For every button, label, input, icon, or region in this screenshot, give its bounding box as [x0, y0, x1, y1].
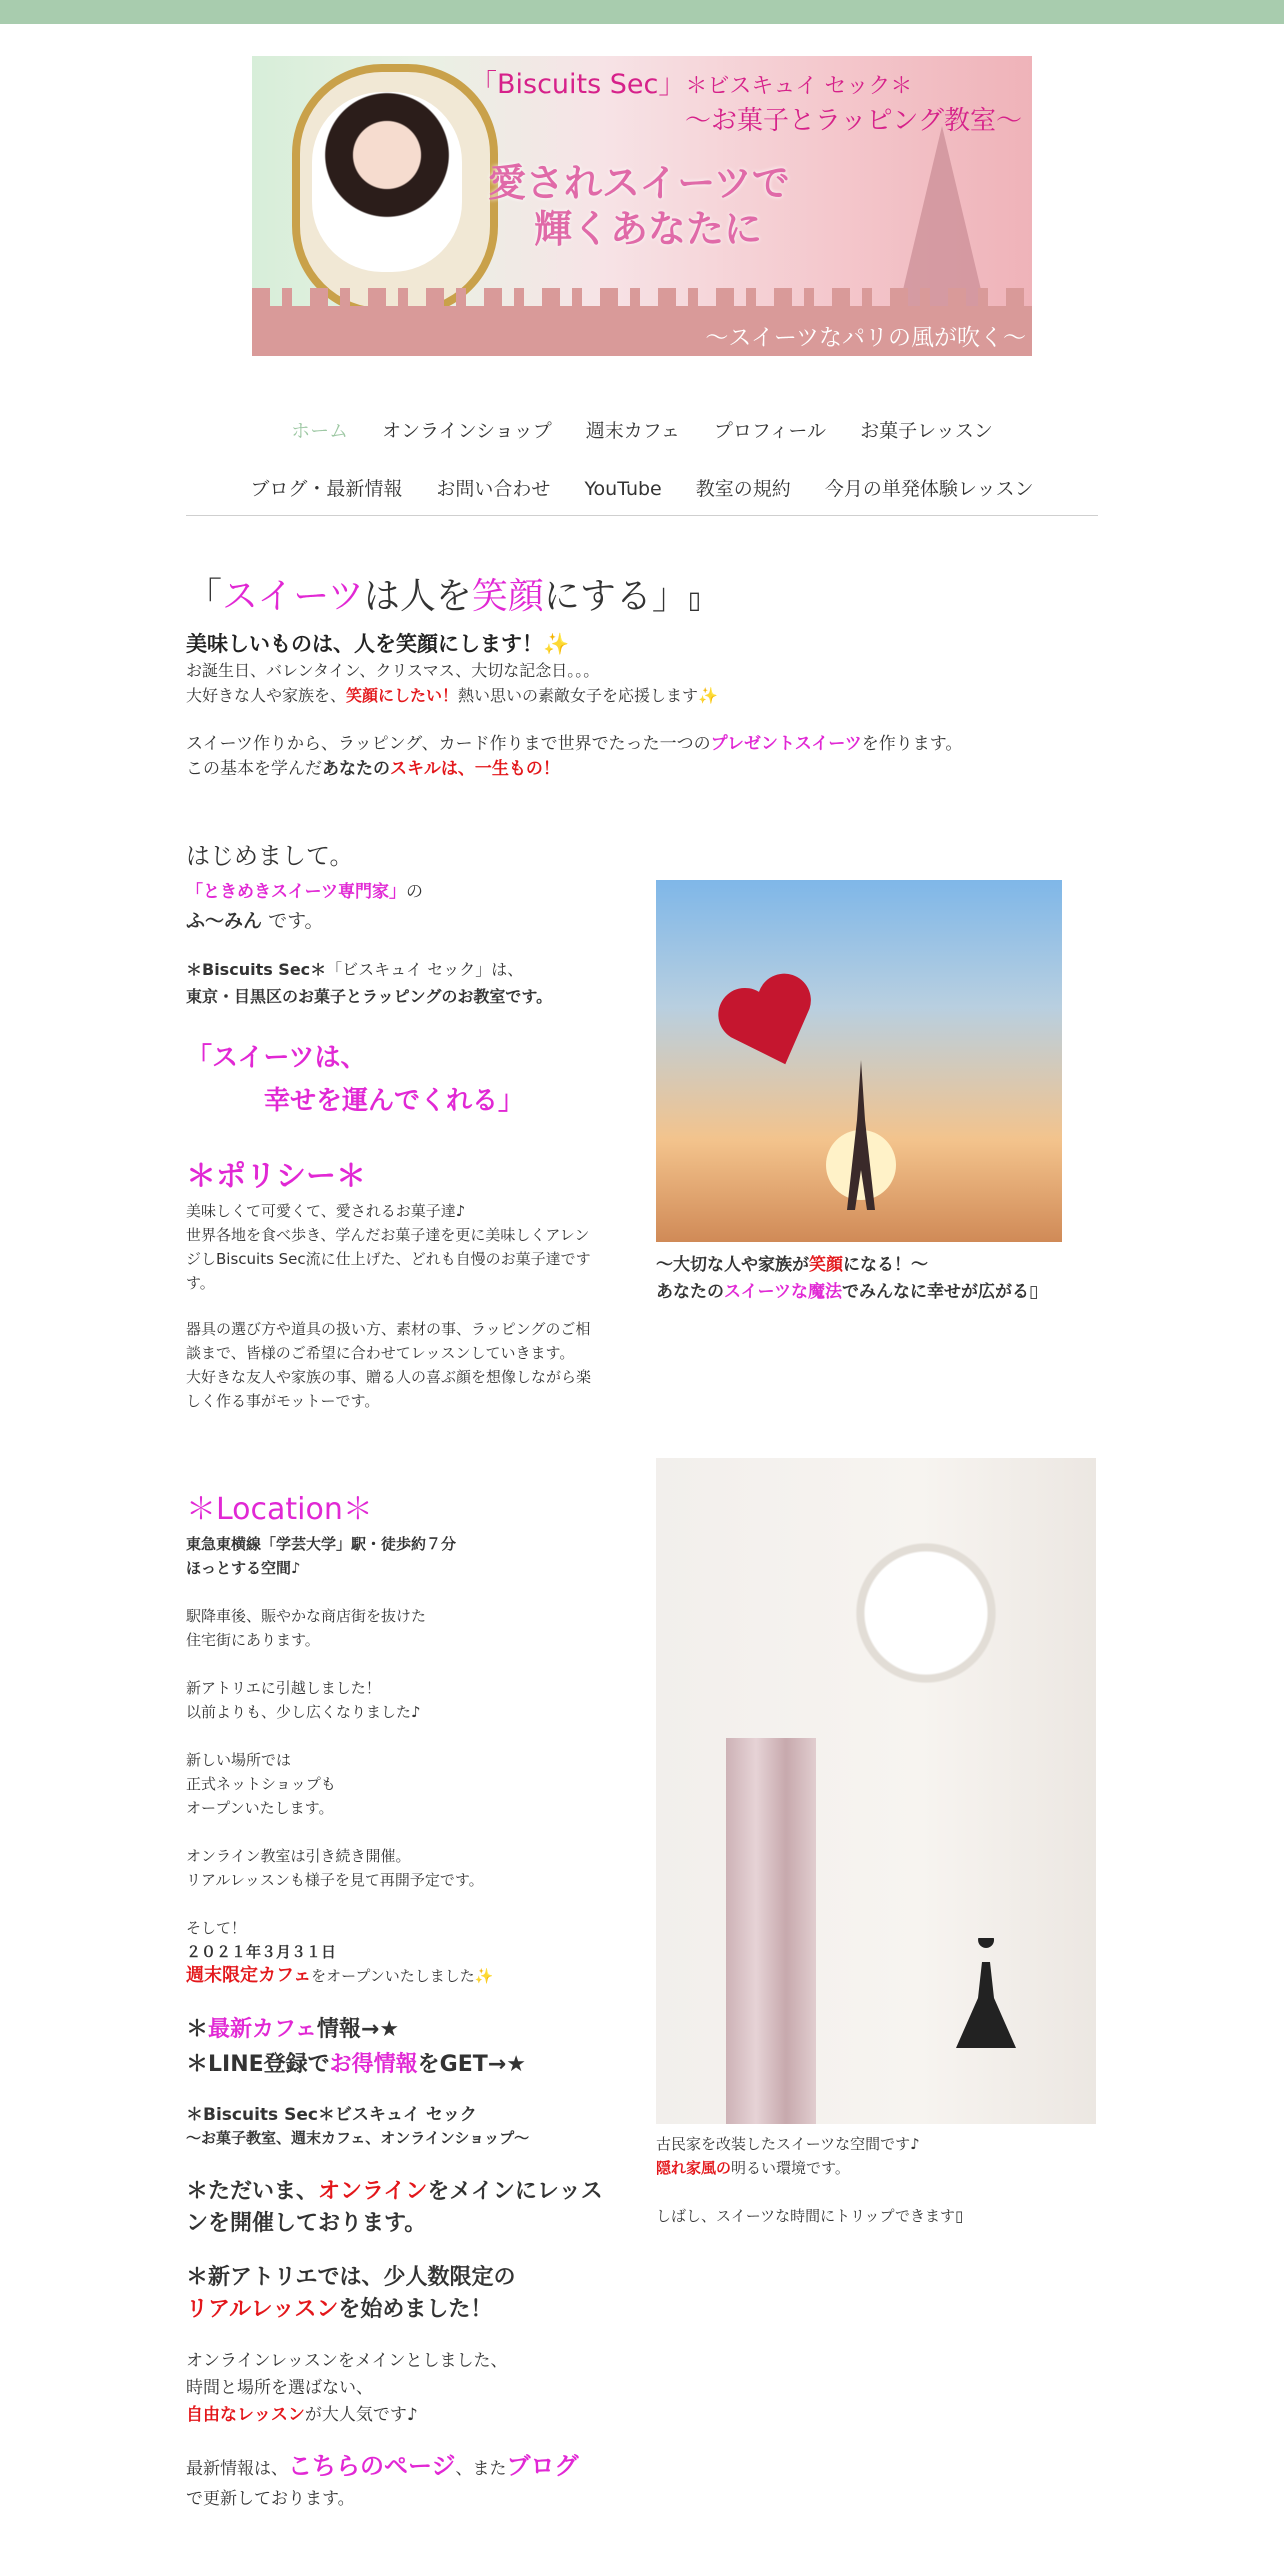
online-lesson-text: オンラインレッスンをメインとしました、 時間と場所を選ばない、 自由なレッスンが大人気です♪ [186, 2351, 508, 2425]
cafe-info-link[interactable]: ＊最新カフェ情報→★ [186, 2017, 400, 2042]
nav-lessons[interactable]: お菓子レッスン [860, 420, 993, 442]
nav-home[interactable]: ホーム [291, 420, 349, 442]
banner-title: 「Biscuits Sec」＊ビスキュイ セック＊ [470, 69, 913, 100]
photo-caption [656, 1252, 1096, 1306]
policy-text: 美味しくて可愛くて、愛されるお菓子達♪ 世界各地を食べ歩き、学んだお菓子達を更に美味しくアレン ジしBiscuits Sec流に仕上げた、どれも自慢のお菓子達です す。 器具の選び方や道具の扱い方、素材の事、ラッピングのご相 談まで、皆様のご希望に合わせてレッスンしていきます。 大好きな友人や家族の事、贈る人の喜ぶ顔を想像しながら楽 しく作る事がモットーです。 [186, 1202, 592, 1410]
nav-contact[interactable]: お問い合わせ [436, 478, 551, 500]
eiffel-tower-icon [841, 1060, 881, 1210]
main-nav-row-2 [186, 474, 1098, 501]
school-line: ＊Biscuits Sec＊「ビスキュイ セック」は、 [186, 960, 524, 979]
expert-line: 「ときめきスイーツ専門家」の [186, 882, 423, 902]
banner-subtitle: 〜お菓子とラッピング教室〜 [685, 106, 1022, 136]
blog-link[interactable]: ブログ [506, 2452, 579, 2480]
intro-section [186, 628, 1086, 782]
news-line: 最新情報は、こちらのページ、またブログ で更新しております。 [186, 2452, 579, 2509]
emoji-icon: ▯ [687, 586, 702, 614]
chandelier-caption: 古民家を改装したスイーツな空間です♪ 隠れ家風の明るい環境です。 しばし、スイーツな時間にトリップできます▯ [656, 2135, 964, 2225]
real-lesson-notice: ＊新アトリエでは、少人数限定の リアルレッスンを始めました！ [186, 2265, 516, 2322]
header-banner[interactable] [252, 56, 1032, 356]
location-title: ＊Location＊ [186, 1492, 373, 1527]
caption-line-2: あなたのスイーツな魔法でみんなに幸せが広がる▯ [656, 1282, 1039, 1302]
intro-line: スイーツ作りから、ラッピング、カード作りまで世界でたった一つのプレゼントスイーツを作ります。 [186, 734, 963, 754]
banner-headline: 愛されスイーツで 輝くあなたに [488, 161, 790, 251]
main-nav-row-1 [186, 416, 1098, 443]
brand-tagline: 〜お菓子教室、週末カフェ、オンラインショップ〜 [186, 2129, 530, 2147]
intro-line: この基本を学んだあなたのスキルは、一生もの！ [186, 759, 560, 779]
quote-line-2: 幸せを運んでくれる」 [264, 1086, 525, 1116]
nav-weekend-cafe[interactable]: 週末カフェ [585, 420, 680, 442]
nav-blog[interactable]: ブログ・最新情報 [250, 478, 403, 500]
nav-youtube[interactable]: YouTube [584, 478, 662, 500]
this-page-link[interactable]: こちらのページ [288, 2452, 456, 2480]
intro-lead: 美味しいものは、人を笑顔にします！✨ [186, 632, 570, 656]
location-text: 東急東横線「学芸大学」駅・徒歩約７分 ほっとする空間♪ 駅降車後、賑やかな商店街を抜けた 住宅街にあります。 新アトリエに引越しました！ 以前よりも、少し広くなりました♪ 新しい場所では 正式ネットショップも オープンいたします。 オンライン教室は引き続き開催。 リアルレッスンも様子を見て再開予定です。 そして！ ２０２１年３月３１日 週末限定カフェをオープンいたしました✨ [186, 1535, 494, 1986]
nav-rules[interactable]: 教室の規約 [695, 478, 791, 500]
location-section [186, 1484, 626, 2514]
name-line: ふ～みん です。 [186, 910, 324, 932]
curtain-graphic [726, 1738, 816, 2124]
intro-line: 大好きな人や家族を、笑顔にしたい！熱い思いの素敵女子を応援します✨ [186, 686, 718, 705]
nav-profile[interactable]: プロフィール [713, 420, 827, 442]
silhouette-decal-icon [946, 1938, 1026, 2058]
school-desc: 東京・目黒区のお菓子とラッピングのお教室です。 [186, 987, 553, 1006]
about-section [186, 836, 626, 1413]
page-title: 「スイーツは人を笑顔にする」▯ [186, 576, 702, 617]
portrait-photo [312, 92, 462, 272]
top-accent-bar [0, 0, 1284, 24]
chandelier-photo [656, 1458, 1096, 2124]
chandelier-graphic [776, 1478, 1076, 1748]
brand-name: ＊Biscuits Sec＊ビスキュイ セック [186, 2105, 477, 2125]
greeting: はじめまして。 [186, 842, 354, 870]
quote-line-1: 「スイーツは、 [186, 1043, 367, 1073]
line-register-link[interactable]: ＊LINE登録でお得情報をGET→★ [186, 2052, 526, 2077]
policy-title: ＊ポリシー＊ [186, 1159, 366, 1194]
online-notice: ＊ただいま、オンラインをメインにレッス ンを開催しております。 [186, 2179, 603, 2236]
eiffel-heart-photo [656, 880, 1062, 1242]
nav-online-shop[interactable]: オンラインショップ [382, 420, 552, 442]
heart-icon [701, 955, 842, 1096]
banner-tagline: 〜スイーツなパリの風が吹く〜 [705, 325, 1026, 351]
intro-line: お誕生日、バレンタイン、クリスマス、大切な記念日。。。 [186, 661, 600, 680]
nav-divider [186, 515, 1098, 516]
nav-trial-lesson[interactable]: 今月の単発体験レッスン [824, 478, 1034, 500]
caption-line-1: 〜大切な人や家族が笑顔になる！〜 [656, 1255, 928, 1275]
